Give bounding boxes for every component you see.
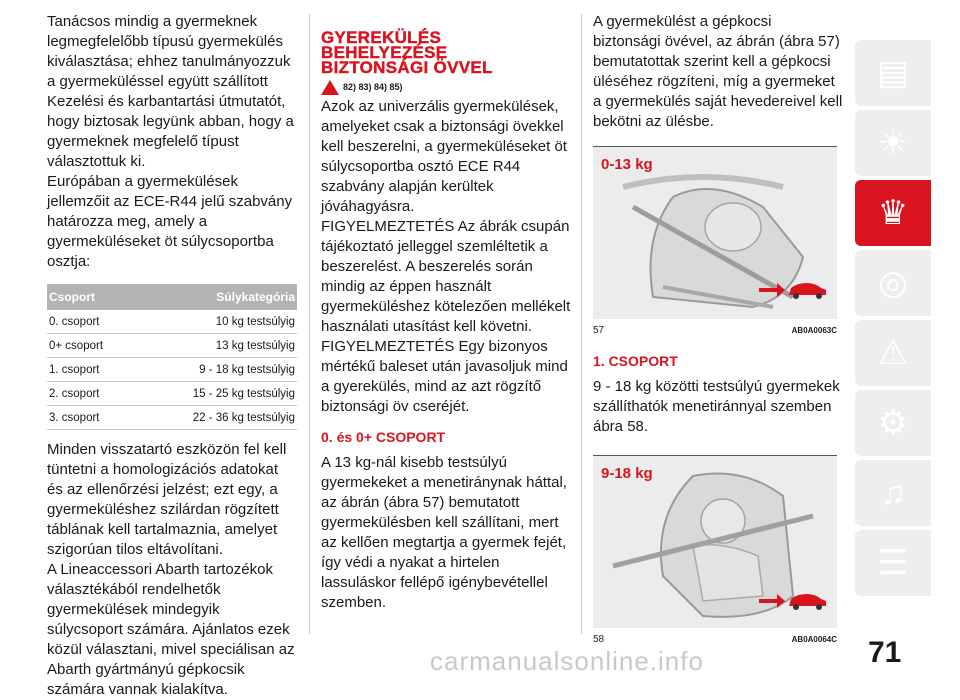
- index-icon: ☰: [877, 544, 909, 582]
- chapter-sidebar: [855, 40, 933, 600]
- table-header-weight: Súlykategória: [135, 284, 297, 310]
- heading-line: BIZTONSÁGI ÖVVEL: [321, 58, 493, 77]
- reference-numbers: 82) 83) 84) 85): [343, 82, 403, 92]
- figure-58: [593, 455, 837, 628]
- table-row: [47, 334, 297, 358]
- chapter-tab-emergency[interactable]: [855, 320, 931, 386]
- chapter-tab-maintenance[interactable]: [855, 390, 931, 456]
- table-row: [47, 406, 297, 430]
- figure-weight-label: 0-13 kg: [601, 156, 653, 173]
- lineaccessori-paragraph: A Lineaccessori Abarth tartozékok választékából rendelhetők gyermekülések mindegyik súlycsoport számára. Ajánlatos ezek közül választani, mivel speciálisan az Abarth gyártmányú gépkocsik számára vannak kialakítva.: [47, 561, 295, 698]
- figure-57-caption: [593, 321, 837, 341]
- table-cell: 10 kg testsúlyig: [135, 310, 297, 334]
- heading-line: GYEREKÜLÉS: [321, 28, 442, 47]
- figure-code: AB0A0063C: [791, 326, 837, 335]
- column-right: [593, 12, 843, 650]
- table-cell: 2. csoport: [47, 382, 135, 406]
- column-middle: [321, 10, 571, 613]
- table-cell: 9 - 18 kg testsúlyig: [135, 358, 297, 382]
- airbag-seat-icon: ♛: [877, 194, 909, 232]
- warning-references: [321, 77, 571, 97]
- heading-line: BEHELYEZÉSE: [321, 43, 448, 62]
- table-cell: 13 kg testsúlyig: [135, 334, 297, 358]
- steering-wheel-icon: ◎: [878, 264, 908, 302]
- chapter-tab-warning-lights[interactable]: [855, 110, 931, 176]
- warning-lights-icon: ☀: [877, 124, 909, 162]
- table-cell: 3. csoport: [47, 406, 135, 430]
- table-cell: 0. csoport: [47, 310, 135, 334]
- chapter-tab-index[interactable]: [855, 530, 931, 596]
- car-direction-icon: [759, 279, 829, 301]
- multimedia-icon: ♫: [880, 473, 906, 512]
- chapter-tab-dashboard[interactable]: [855, 40, 931, 106]
- homologation-paragraph: Minden visszatartó eszközön fel kell tüntetni a homologizációs adatokat és az ellenőrzési jelzést; ezt egy, a gyermeküléshez szilárdan rögzített táblának kell tartalmaznia, amelyet szigorúan tilos eltávolítani.: [47, 441, 287, 558]
- column-divider-2: [581, 14, 582, 634]
- group-0-heading: 0. és 0+ CSOPORT: [321, 429, 446, 445]
- figure-weight-label: 9-18 kg: [601, 465, 653, 482]
- weight-group-table: [47, 284, 297, 430]
- warning-figures-paragraph: FIGYELMEZTETÉS Az ábrák csupán tájékoztató jelleggel szemléltetik a beszerelést. A beszerelés során mindig az éppen használt gyermeküléshez kötelezően mellékelt használati utasítást kell követni.: [321, 218, 571, 335]
- section-heading: [321, 30, 571, 75]
- group-1-heading: 1. CSOPORT: [593, 353, 678, 369]
- watermark: carmanualsonline.info: [430, 646, 704, 676]
- table-cell: 1. csoport: [47, 358, 135, 382]
- warning-replace-paragraph: FIGYELMEZTETÉS Egy bizonyos mértékű baleset után javasoljuk mind a gyerekülés, mind az azt rögzítő biztonsági öv cseréjét.: [321, 338, 568, 415]
- table-cell: 15 - 25 kg testsúlyig: [135, 382, 297, 406]
- chapter-tab-driving[interactable]: [855, 250, 931, 316]
- car-direction-icon: [759, 590, 829, 612]
- group-0-paragraph: A 13 kg-nál kisebb testsúlyú gyermekeket a menetiránynak háttal, az ábrán (ábra 57) bemutatott gyermekülésben kell szállítani, mert az kellően megtartja a gyermek fejét, így védi a nyakat a hirtelen lassuláskor fellépő igénybevétellel szemben.: [321, 454, 567, 611]
- page-number: 71: [868, 636, 902, 669]
- chapter-tab-multimedia[interactable]: [855, 460, 931, 526]
- table-cell: 0+ csoport: [47, 334, 135, 358]
- warning-triangle-icon: [321, 80, 339, 95]
- service-tools-icon: ⚙: [877, 404, 909, 442]
- group-1-paragraph: 9 - 18 kg közötti testsúlyú gyermekek szállíthatók menetiránnyal szemben ábra 58.: [593, 378, 840, 435]
- table-cell: 22 - 36 kg testsúlyig: [135, 406, 297, 430]
- table-row: [47, 310, 297, 334]
- universal-seats-paragraph: Azok az univerzális gyermekülések, amelyeket csak a biztonsági övekkel kell beszerelni, a gyermeküléseket öt súlycsoportba osztó ECE R44 szabvány alapján kerültek jóváhagyásra.: [321, 98, 567, 215]
- ece-paragraph: Európában a gyermekülések jellemzőit az ECE-R44 jelű szabvány határozza meg, amely a gyermeküléseket öt súlycsoportba osztja:: [47, 173, 293, 270]
- column-divider-1: [309, 14, 310, 634]
- breakdown-icon: ⚠: [877, 334, 909, 372]
- install-paragraph: A gyermekülést a gépkocsi biztonsági övével, az ábrán (ábra 57) bemutatottak szerint kell a gépkocsi üléséhez rögzíteni, míg a gyermeket a gyermekülés saját hevedereivel kell bekötni az ülésbe.: [593, 13, 843, 130]
- table-header-group: Csoport: [47, 284, 135, 310]
- intro-paragraph: Tanácsos mindig a gyermeknek legmegfelelőbb típusú gyermekülés kiválasztása; ehhez tanulmányozzuk a gyermeküléssel együtt szállított Kezelési és karbantartási útmutatót, hogy biztosak legyünk abban, hogy a gyermeknek megfelelő típust választottuk ki.: [47, 13, 294, 170]
- table-row: [47, 382, 297, 406]
- column-left: [47, 12, 297, 700]
- chapter-tab-safety[interactable]: [855, 180, 931, 246]
- car-dashboard-icon: ▤: [876, 54, 910, 92]
- figure-57: [593, 146, 837, 319]
- figure-number: 57: [593, 325, 605, 336]
- table-row: [47, 358, 297, 382]
- figure-code: AB0A0064C: [791, 635, 837, 644]
- figure-number: 58: [593, 634, 605, 645]
